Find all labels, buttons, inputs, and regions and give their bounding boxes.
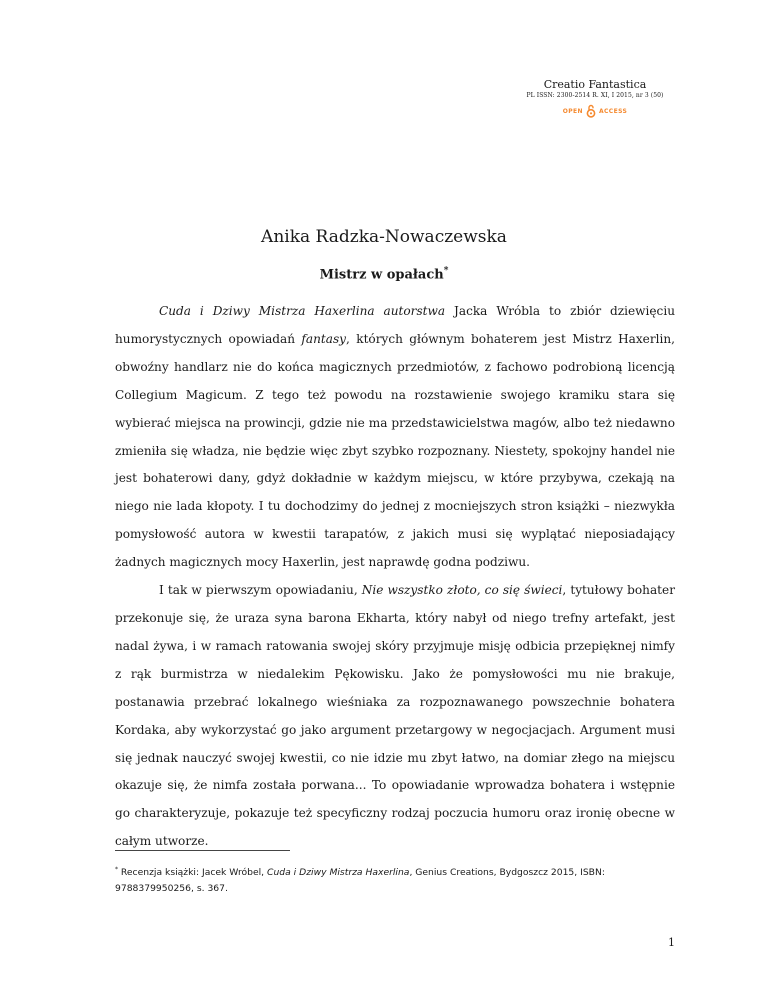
article-title-text: Mistrz w opałach (319, 267, 444, 283)
genre-italic: fantasy (301, 331, 347, 346)
paragraph-1 (115, 298, 675, 577)
article-body (115, 298, 675, 856)
footnote (115, 862, 675, 897)
journal-title: Creatio Fantastica (543, 78, 647, 91)
footnote-book-title: Cuda i Dziwy Mistrza Haxerlina (267, 867, 410, 879)
journal-header (500, 78, 690, 118)
paragraph-1-text-b: , których głównym bohaterem jest Mistrz Haxerlin, obwoźny handlarz nie do końca magicznych przedmiotów, z fachowo podrobioną licencją Collegium Magicum. Z tego też powodu na rozstawienie swojego kramiku stara się wybierać miejsca na prowincji, gdzie nie ma przedstawicielstwa magów, albo też niedawno zmieniła się władza, nie będzie więc zbyt szybko rozpoznany. Niestety, spokojny handel nie jest bohaterowi dany, gdyż dokładnie w każdym miejscu, w które przybywa, czekają na niego nie lada kłopoty. I tu dochodzimy do jednej z mocniejszych stron książki – niezwykła pomysłowość autora w kwestii tarapatów, z jakich musi się wyplątać nieposiadający żadnych magicznych mocy Haxerlin, jest naprawdę godna podziwu. (115, 331, 675, 570)
paragraph-1-text-a: Jacka Wróbla to zbiór dziewięciu humorystycznych opowiadań (115, 304, 675, 346)
story-title-italic: Nie wszystko złoto, co się świeci (361, 583, 563, 598)
footnote-ref-marker: * (443, 266, 449, 276)
open-access-lock-icon (586, 104, 596, 118)
footnote-text-b: , Genius Creations, Bydgoszcz 2015, ISBN: 9788379950256, s. 367. (115, 867, 605, 895)
paragraph-2-text-a: I tak w pierwszym opowiadaniu, (159, 583, 362, 598)
page-number: 1 (668, 936, 675, 949)
paragraph-2 (115, 577, 675, 856)
journal-issn: PL ISSN: 2300-2514 R. XI, I 2015, nr 3 (50) (526, 92, 664, 99)
access-label: ACCESS (598, 107, 628, 115)
paragraph-2-text-b: , tytułowy bohater przekonuje się, że uraza syna barona Ekharta, który nabył od niego trefny artefakt, jest nadal żywa, i w ramach ratowania swojej skóry przyjmuje misję odbicia przepięknej nimfy z rąk burmistrza w niedalekim Pękowisku. Jako że pomysłowości mu nie brakuje, postanawia przebrać lokalnego wieśniaka za rozpoznawanego powszechnie bohatera Kordaka, aby wykorzystać go jako argument przetargowy w negocjacjach. Argument musi się jednak nauczyć swojej kwestii, co nie idzie mu zbyt łatwo, na domiar złego na miejscu okazuje się, że nimfa została porwana... To opowiadanie wprowadza bohatera i wstępnie go charakteryzuje, pokazuje też specyficzny rodzaj poczucia humoru oraz ironię obecne w całym utworze. (115, 583, 675, 849)
open-access-logo (500, 104, 690, 118)
footnote-text-a: Recenzja książki: Jacek Wróbel, (118, 867, 268, 879)
open-label: OPEN (562, 107, 583, 115)
footnote-marker: * (115, 866, 118, 873)
footnote-divider (115, 850, 290, 851)
book-title-italic: Cuda i Dziwy Mistrza Haxerlina autorstwa (159, 304, 446, 318)
article-title (0, 262, 768, 284)
author-name: Anika Radzka-Nowaczewska (261, 227, 507, 247)
